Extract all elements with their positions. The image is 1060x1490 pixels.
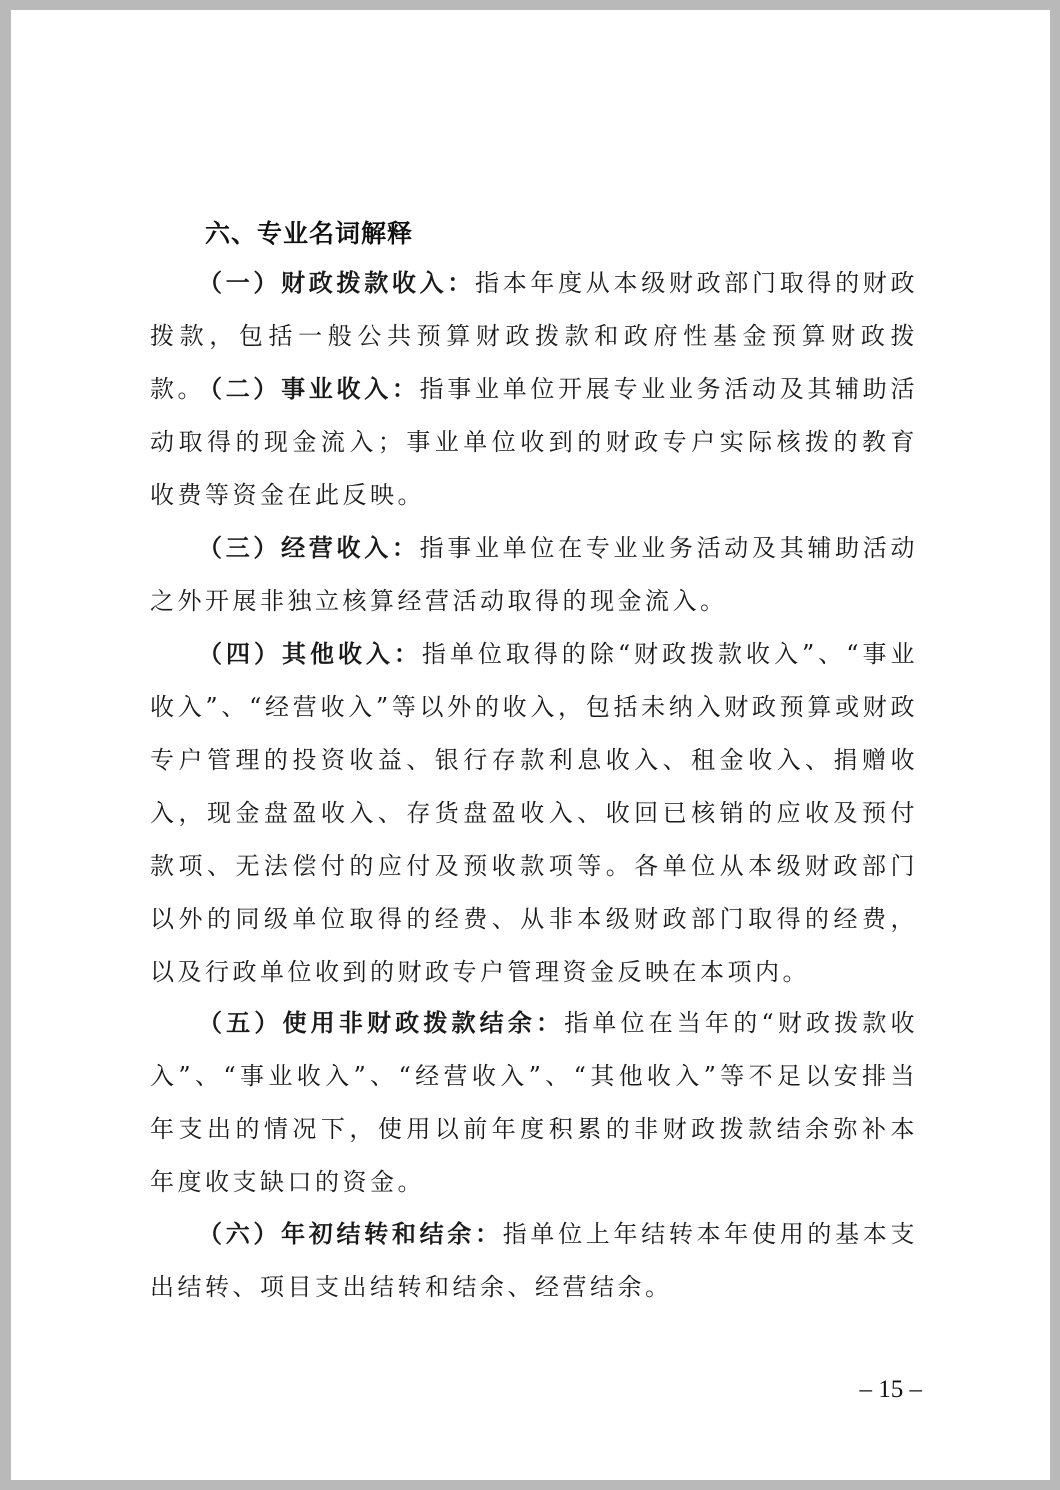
definition-operating-income xyxy=(150,521,918,628)
definition-term: （五）使用非财政拨款结余： xyxy=(198,1008,565,1037)
definition-term: （三）经营收入： xyxy=(198,533,420,562)
page-number: – 15 – xyxy=(859,1376,922,1403)
definition-term: （六）年初结转和结余： xyxy=(198,1219,503,1248)
section-heading: 六、专业名词解释 xyxy=(205,219,414,248)
definition-term: （一）财政拨款收入： xyxy=(198,268,475,297)
definition-text: 指本年度从本级财政部门取得的财政拨款，包括一般公共预算财政拨款和政府性基金预算财政拨款。 xyxy=(150,269,918,403)
definition-text: 指事业单位在专业业务活动及其辅助活动之外开展非独立核算经营活动取得的现金流入。 xyxy=(150,534,919,615)
definition-term: （四）其他收入： xyxy=(198,639,422,668)
definition-text: 指单位在当年的“财政拨款收入”、“事业收入”、“经营收入”、“其他收入”等不足以安排当年支出的情况下，使用以前年度积累的非财政拨款结余弥补本年度收支缺口的资金。 xyxy=(150,1009,918,1196)
definition-other-income xyxy=(150,627,918,999)
document-page xyxy=(11,10,1050,1480)
definition-text: 指事业单位开展专业业务活动及其辅助活动取得的现金流入；事业单位收到的财政专户实际核拨的教育收费等资金在此反映。 xyxy=(150,375,919,509)
definition-non-fiscal-balance-use xyxy=(150,996,918,1209)
definition-text: 指单位取得的除“财政拨款收入”、“事业收入”、“经营收入”等以外的收入，包括未纳入财政预算或财政专户管理的投资收益、银行存款利息收入、租金收入、捐赠收入，现金盘盈收入、存货盘盈收入、收回已核销的应收及预付款项、无法偿付的应付及预收款项等。各单位从本级财政部门以外的同级单位取得的经费、从非本级财政部门取得的经费，以及行政单位收到的财政专户管理资金反映在本项内。 xyxy=(150,640,918,986)
definition-term: （二）事业收入： xyxy=(198,374,420,403)
definition-text: 指单位上年结转本年使用的基本支出结转、项目支出结转和结余、经营结余。 xyxy=(150,1220,919,1301)
definition-business-income xyxy=(150,362,918,522)
definition-opening-carryover-balance xyxy=(150,1207,918,1314)
